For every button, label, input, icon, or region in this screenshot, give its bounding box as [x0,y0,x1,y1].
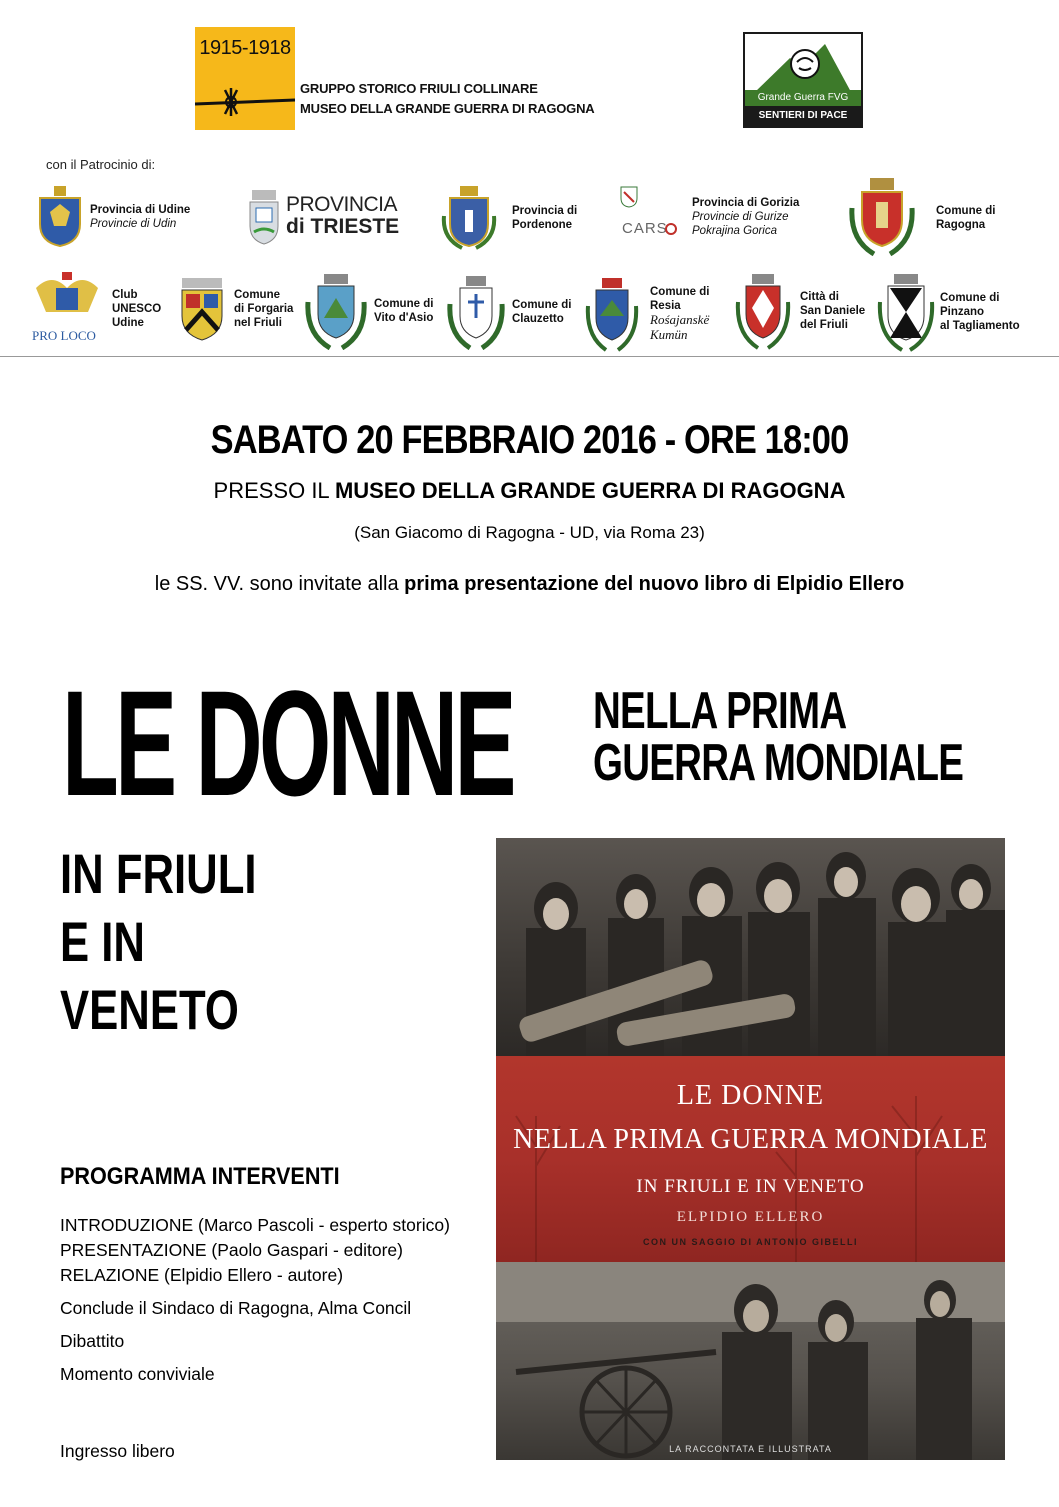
cover-photo-top [496,838,1005,1056]
pordenone-crest-icon [440,186,498,250]
book-title-main: LE DONNE [62,659,513,827]
cover-essay-credit: CON UN SAGGIO DI ANTONIO GIBELLI [642,1237,858,1247]
women-workers-photo [496,838,1005,1056]
trieste-crest-icon [248,186,280,246]
barbed-wire-icon [195,82,295,122]
region-line-1: IN FRIULI [60,842,257,905]
trieste-logo-line-2: di TRIESTE [286,215,400,238]
invite-prefix: le SS. VV. sono invitate alla [154,573,405,595]
patron-line: Vito d'Asio [374,312,434,324]
eagle-crest-icon [32,268,102,326]
patron-line: Pinzano [940,306,985,318]
patron-comune-ragogna [846,178,995,258]
venue-name: MUSEO DELLA GRANDE GUERRA DI RAGOGNA [334,478,846,503]
san-daniele-crest-icon [734,272,792,350]
patron-provincia-trieste [248,186,399,246]
header-divider [0,356,1059,357]
patron-club-unesco [32,268,161,350]
fist-icon [745,36,861,94]
program-item: RELAZIONE (Elpidio Ellero - autore) [60,1265,344,1285]
spiral-icon [664,222,678,236]
clauzetto-crest-icon [446,274,506,350]
patron-line: Provincia di [512,205,578,217]
program-item: Momento conviviale [60,1364,215,1384]
patron-line: San Daniele [800,305,866,317]
program-item: Conclude il Sindaco di Ragogna, Alma Concil [60,1298,412,1318]
gorizia-crest-icon [620,186,638,208]
patron-line: Clauzetto [512,313,564,325]
gruppo-storico-logo [195,27,295,130]
patron-line: Resia [650,300,681,312]
patron-comune-clauzetto [446,274,571,350]
patron-provincia-gorizia [620,186,799,248]
resia-crest-icon [584,276,640,352]
patron-provincia-udine [36,186,190,248]
women-cart-photo [496,1262,1005,1460]
cover-photo-bottom [496,1262,1005,1460]
patron-line: Comune di [374,298,434,310]
organizer-line-2: MUSEO DELLA GRANDE GUERRA DI RAGOGNA [300,101,595,116]
region-line-3: VENETO [60,978,239,1041]
logo-years: 1915-1918 [199,37,291,59]
program-item: INTRODUZIONE (Marco Pascoli - esperto storico) [60,1215,450,1235]
title-side-line-2: GUERRA MONDIALE [593,734,964,792]
cover-title-line-1: LE DONNE [676,1080,825,1111]
patron-line: Comune di [512,299,572,311]
trieste-logo-line-1: PROVINCIA [286,193,398,216]
forgaria-crest-icon [178,276,226,342]
invite-bold: prima presentazione del nuovo libro di Elpidio Ellero [404,573,905,595]
patron-line: Provincie di Gurize [692,211,789,223]
venue-prefix: PRESSO IL [213,478,335,503]
event-date: SABATO 20 FEBBRAIO 2016 - ORE 18:00 [210,418,849,462]
patron-line: Pokrajina Gorica [692,225,778,237]
udine-crest-icon [36,186,84,248]
patron-line: al Tagliamento [940,320,1020,332]
patron-comune-forgaria [178,276,293,342]
patron-line: Provincie di Udin [90,218,177,230]
patron-line: Udine [112,317,144,329]
patron-line: Comune di [936,205,996,217]
patron-line: del Friuli [800,319,848,331]
proloco-logo [32,268,102,350]
admission-note: Ingresso libero [60,1441,175,1461]
event-address: (San Giacomo di Ragogna - UD, via Roma 23) [354,523,705,542]
region-line-2: E IN [60,910,145,973]
cars-logo [620,186,678,248]
event-venue [0,478,1059,504]
cover-title-line-2: NELLA PRIMA GUERRA MONDIALE [513,1124,988,1155]
patron-line: Club [112,289,138,301]
program-item: Dibattito [60,1331,125,1351]
organizer-block [300,79,594,119]
patron-comune-vito-asio [304,272,433,350]
cover-title-line-3: IN FRIULI E IN VENETO [636,1176,865,1197]
grande-guerra-fvg-logo [743,32,863,128]
title-side-line-1: NELLA PRIMA [593,682,847,740]
book-title-side [593,682,964,792]
cover-footer: LA RACCONTATA E ILLUSTRATA [669,1444,832,1454]
patron-comune-resia [584,276,709,352]
patronage-label: con il Patrocinio di: [46,157,156,172]
patron-line: Kumün [650,327,688,342]
patron-line: nel Friuli [234,317,282,329]
cars-text: CARS [622,220,668,237]
patron-line: Ragogna [936,219,986,231]
patron-line: Pordenone [512,219,573,231]
program-list [60,1213,450,1387]
patron-citta-san-daniele [734,272,865,350]
program-heading: PROGRAMMA INTERVENTI [60,1163,340,1190]
book-cover [496,838,1005,1460]
pinzano-crest-icon [876,272,936,352]
organizer-line-1: GRUPPO STORICO FRIULI COLLINARE [300,81,538,96]
ragogna-crest-icon [846,178,918,258]
patron-provincia-pordenone [440,186,577,250]
cover-author: ELPIDIO ELLERO [676,1209,825,1225]
patron-line: di Forgaria [234,303,294,315]
partner-logo-line-1: Grande Guerra FVG [745,90,861,106]
patron-line: Provincia di Udine [90,204,191,216]
program-item: PRESENTAZIONE (Paolo Gaspari - editore) [60,1240,403,1260]
patron-line: Comune di [940,292,1000,304]
patron-line: Rośajanskë [650,312,710,327]
patron-line: Provincia di Gorizia [692,197,800,209]
proloco-text: PRO LOCO [32,328,96,343]
partner-logo-line-2: SENTIERI DI PACE [745,106,861,126]
vito-asio-crest-icon [304,272,368,350]
patron-comune-pinzano [876,272,1020,352]
patron-line: Comune di [650,286,710,298]
patron-line: Comune [234,289,280,301]
book-title-region [60,840,257,1044]
event-invitation [0,573,1059,596]
patron-line: Città di [800,291,839,303]
patron-line: UNESCO [112,303,162,315]
